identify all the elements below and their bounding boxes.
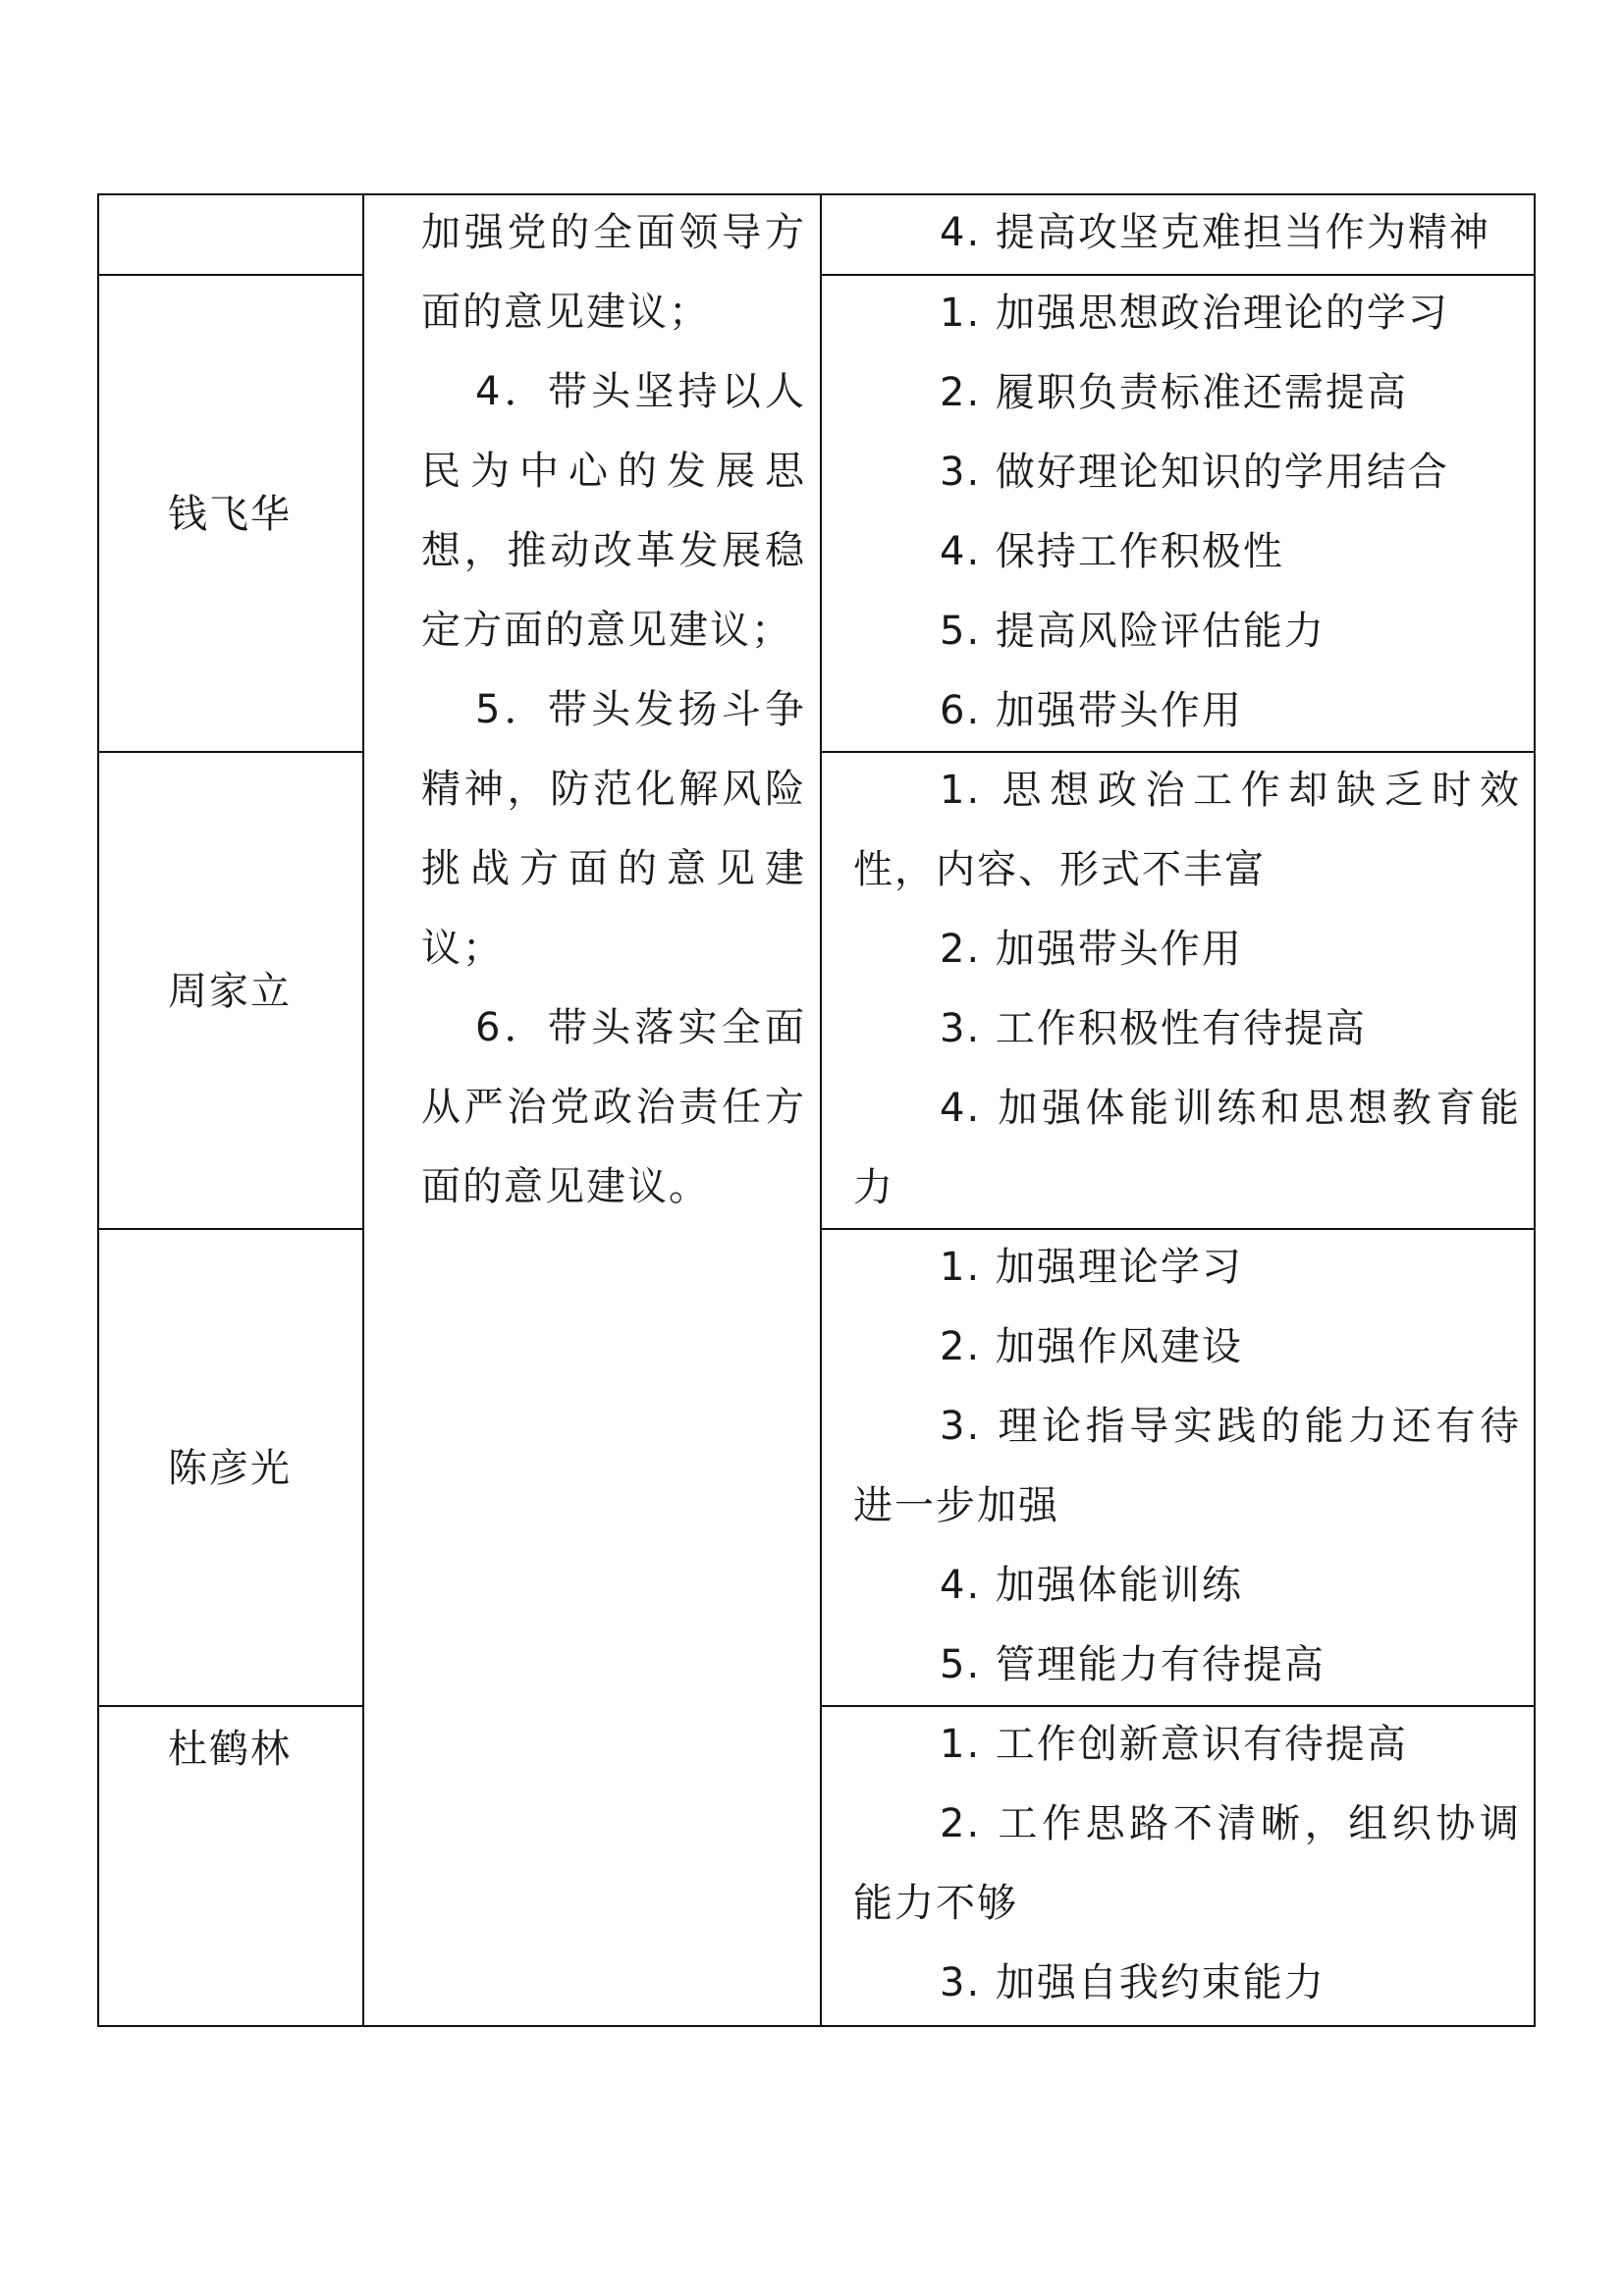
list-item: 3. 加强自我约束能力 (940, 1960, 1326, 2005)
suggestion-paragraph: 4．带头坚持以人民为中心的发展思想，推动改革发展稳定方面的意见建议； (421, 369, 806, 653)
row-divider (97, 274, 362, 276)
suggestions-column (421, 193, 806, 1227)
list-item: 5. 提高风险评估能力 (940, 609, 1326, 654)
list-item: 4. 提高攻坚克难担当作为精神 (940, 210, 1490, 255)
member-name: 钱飞华 (168, 492, 292, 537)
row-items (853, 1705, 1521, 2023)
list-item: 5. 管理能力有待提高 (940, 1642, 1326, 1687)
list-item: 1. 工作创新意识有待提高 (940, 1722, 1408, 1767)
list-item: 2. 履职负责标准还需提高 (940, 370, 1408, 415)
suggestion-paragraph: 5．带头发扬斗争精神，防范化解风险挑战方面的意见建议； (421, 687, 806, 971)
row-items (853, 751, 1521, 1228)
list-item: 2. 加强作风建设 (940, 1324, 1243, 1369)
list-item: 6. 加强带头作用 (940, 688, 1243, 733)
row-items (853, 193, 1521, 273)
table-border-bottom (97, 2025, 1536, 2027)
column-divider-1 (362, 193, 364, 2027)
column-divider-2 (820, 193, 822, 2027)
opinion-table (97, 193, 1536, 2027)
list-item: 2. 工作思路不清晰，组织协调能力不够 (853, 1801, 1521, 1926)
list-item: 1. 加强思想政治理论的学习 (940, 291, 1449, 336)
member-name: 周家立 (168, 969, 292, 1014)
list-item: 3. 工作积极性有待提高 (940, 1006, 1367, 1051)
list-item: 4. 加强体能训练和思想教育能力 (853, 1086, 1521, 1210)
row-items (853, 274, 1521, 751)
list-item: 3. 理论指导实践的能力还有待进一步加强 (853, 1404, 1521, 1528)
suggestion-paragraph: 6．带头落实全面从严治党政治责任方面的意见建议。 (421, 1005, 806, 1209)
row-divider (97, 751, 362, 753)
member-name: 杜鹤林 (168, 1727, 292, 1772)
list-item: 3. 做好理论知识的学用结合 (940, 450, 1449, 495)
list-item: 2. 加强带头作用 (940, 927, 1243, 972)
row-divider (97, 1705, 362, 1707)
list-item: 4. 保持工作积极性 (940, 529, 1284, 574)
member-name: 陈彦光 (168, 1446, 292, 1491)
table-border-right (1534, 193, 1536, 2027)
list-item: 4. 加强体能训练 (940, 1563, 1243, 1608)
list-item: 1. 思想政治工作却缺乏时效性，内容、形式不丰富 (853, 768, 1521, 892)
row-divider (97, 1228, 362, 1230)
list-item: 1. 加强理论学习 (940, 1245, 1243, 1290)
suggestion-paragraph: 加强党的全面领导方面的意见建议； (421, 210, 806, 335)
row-items (853, 1228, 1521, 1705)
